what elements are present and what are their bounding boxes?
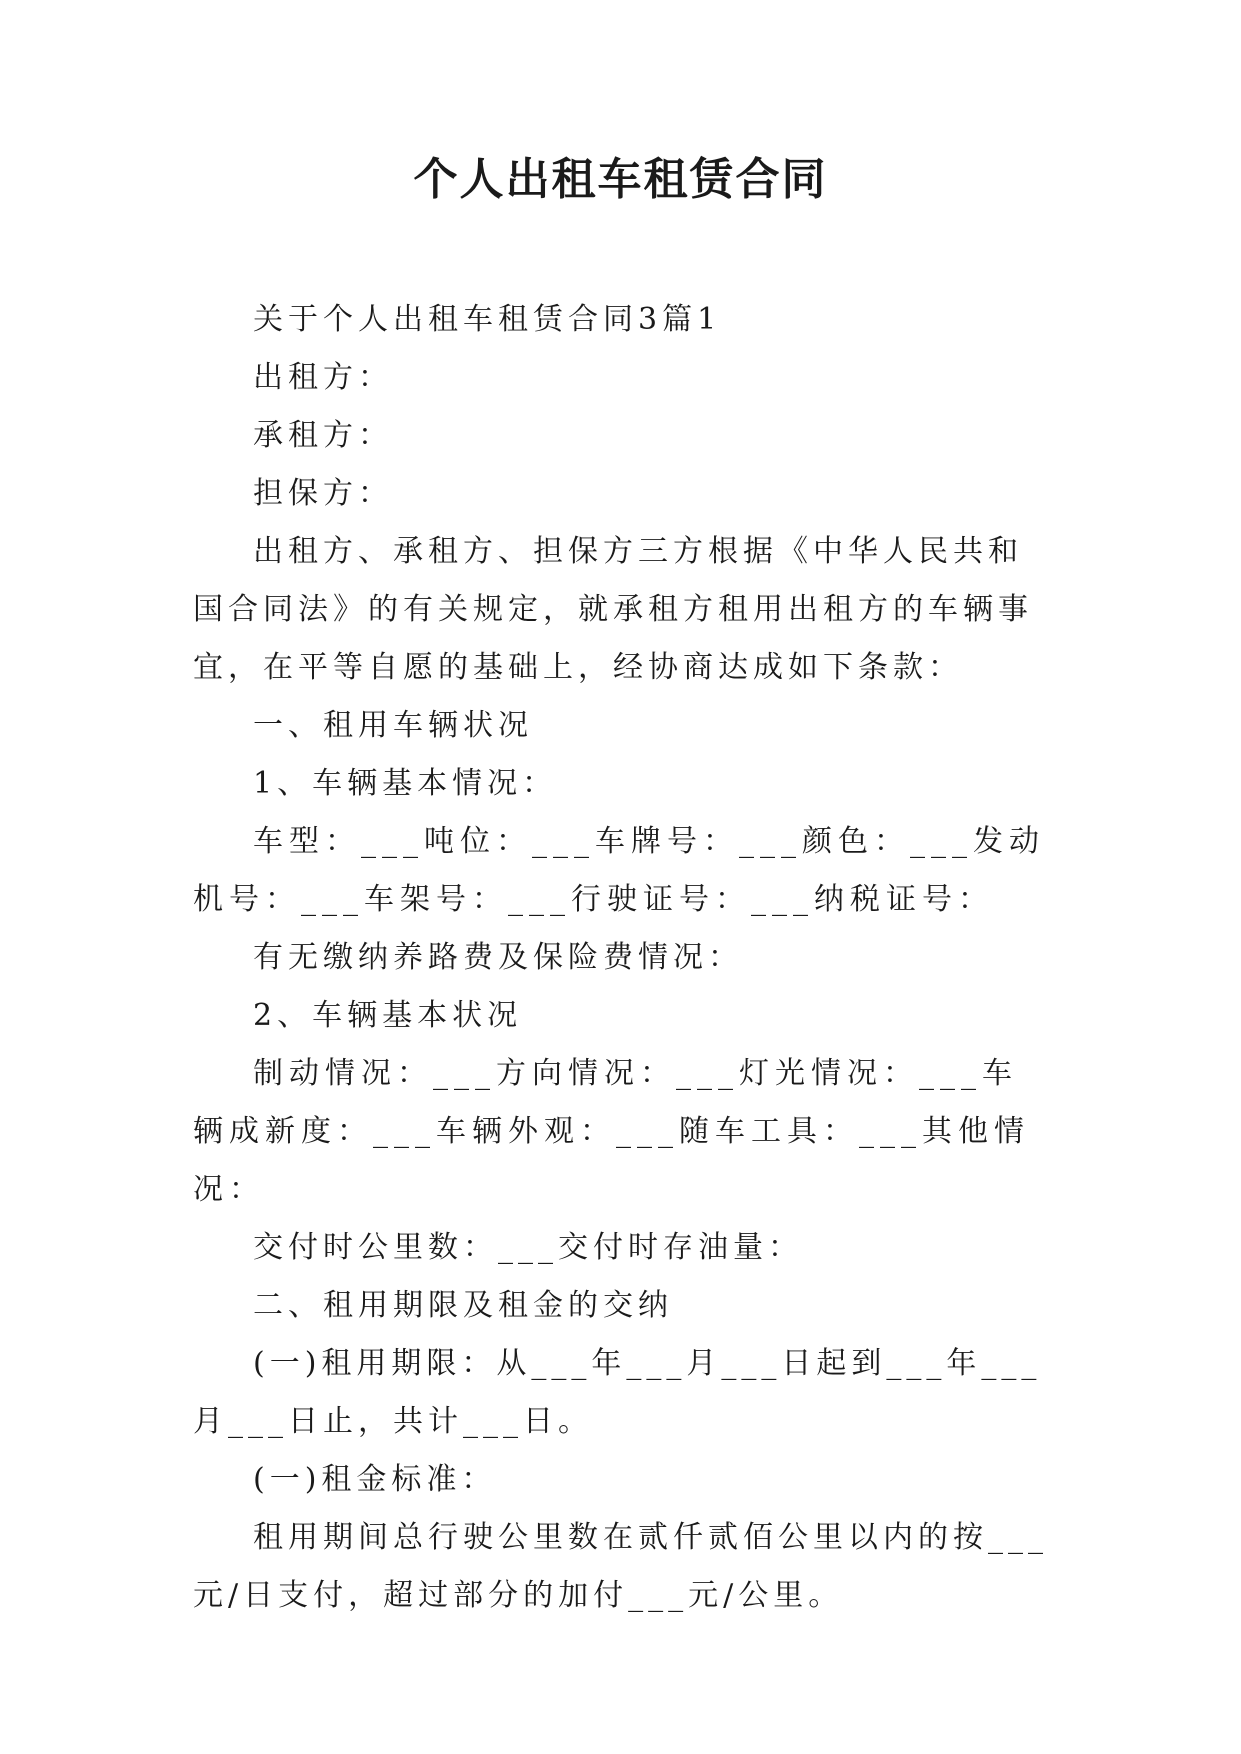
section-heading-vehicle: 一、租用车辆状况 xyxy=(253,708,533,743)
paragraph-guarantor: 担保方： xyxy=(253,476,393,511)
paragraph-preamble: 出租方、承租方、担保方三方根据《中华人民共和国合同法》的有关规定，就承租方租用出租方的车辆事宜，在平等自愿的基础上，经协商达成如下条款： xyxy=(193,534,1033,685)
paragraph-lessee: 承租方： xyxy=(253,418,393,453)
subsection-vehicle-condition: 2、车辆基本状况 xyxy=(253,998,523,1033)
paragraph-rent-standard: (一)租金标准： xyxy=(253,1462,497,1497)
paragraph-vehicle-fields: 车型：___吨位：___车牌号：___颜色：___发动机号：___车架号：___行驶证号：___纳税证号： xyxy=(193,824,1045,917)
paragraph-delivery: 交付时公里数：___交付时存油量： xyxy=(253,1230,803,1265)
paragraph-condition-fields: 制动情况：___方向情况：___灯光情况：___车辆成新度：___车辆外观：___随车工具：___其他情况： xyxy=(193,1056,1030,1207)
section-heading-term: 二、租用期限及租金的交纳 xyxy=(253,1288,673,1323)
paragraph-rent-detail: 租用期间总行驶公里数在贰仟贰佰公里以内的按___元/日支付，超过部分的加付___元/公里。 xyxy=(193,1520,1048,1613)
paragraph-term: (一)租用期限：从___年___月___日起到___年___月___日止，共计___日。 xyxy=(193,1346,1042,1439)
paragraph-subtitle: 关于个人出租车租赁合同3篇1 xyxy=(253,302,722,337)
paragraph-lessor: 出租方： xyxy=(253,360,393,395)
paragraph-fees: 有无缴纳养路费及保险费情况： xyxy=(253,940,743,975)
document-body xyxy=(193,291,1053,1625)
document-title: 个人出租车租赁合同 xyxy=(413,154,828,205)
subsection-vehicle-basic: 1、车辆基本情况： xyxy=(253,766,558,801)
